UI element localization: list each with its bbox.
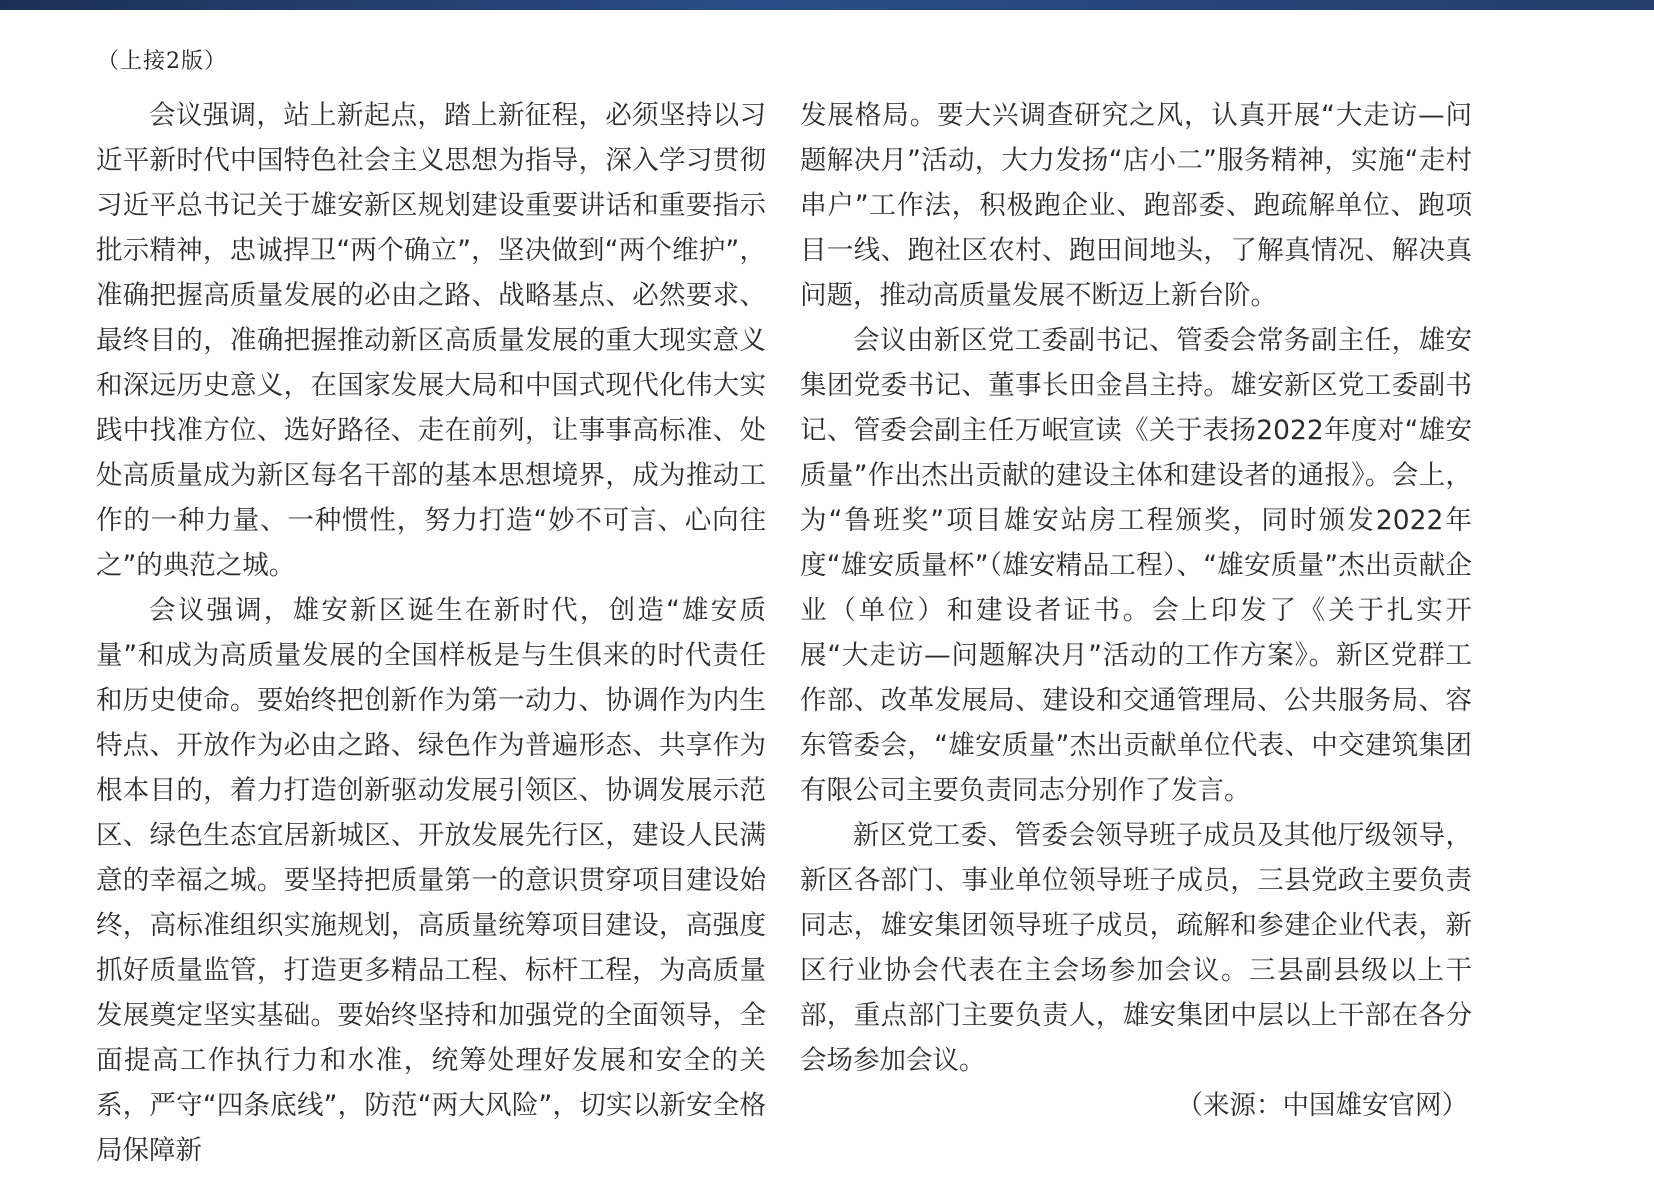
right-paragraph-2: 新区党工委、管委会领导班子成员及其他厅级领导，新区各部门、事业单位领导班子成员，三县党政主要负责同志，雄安集团领导班子成员，疏解和参建企业代表，新区行业协会代表在主会场参加会议。三县副县级以上干部，重点部门主要负责人，雄安集团中层以上干部在各分会场参加会议。 [800,820,1472,1076]
continued-from-page-label: （上接2版） [97,49,227,74]
source-attribution: （来源：中国雄安官网） [1176,1090,1468,1121]
right-paragraph-1: 会议由新区党工委副书记、管委会常务副主任，雄安集团党委书记、董事长田金昌主持。雄安新区党工委副书记、管委会副主任万岷宣读《关于表扬2022年度对“雄安质量”作出杰出贡献的建设主体和建设者的通报》。会上，为“鲁班奖”项目雄安站房工程颁奖，同时颁发2022年度“雄安质量杯”（雄安精品工程）、“雄安质量”杰出贡献企业（单位）和建设者证书。会上印发了《关于扎实开展“大走访—问题解决月”活动的工作方案》。新区党群工作部、改革发展局、建设和交通管理局、公共服务局、容东管委会，“雄安质量”杰出贡献单位代表、中交建筑集团有限公司主要负责同志分别作了发言。 [800,325,1472,806]
right-continuation-paragraph: 发展格局。要大兴调查研究之风，认真开展“大走访—问题解决月”活动，大力发扬“店小二”服务精神，实施“走村串户”工作法，积极跑企业、跑部委、跑疏解单位、跑项目一线、跑社区农村、跑田间地头，了解真情况、解决真问题，推动高质量发展不断迈上新台阶。 [800,100,1472,311]
left-paragraph-1: 会议强调，站上新起点，踏上新征程，必须坚持以习近平新时代中国特色社会主义思想为指导，深入学习贯彻习近平总书记关于雄安新区规划建设重要讲话和重要指示批示精神，忠诚捍卫“两个确立”，坚决做到“两个维护”，准确把握高质量发展的必由之路、战略基点、必然要求、最终目的，准确把握推动新区高质量发展的重大现实意义和深远历史意义，在国家发展大局和中国式现代化伟大实践中找准方位、选好路径、走在前列，让事事高标准、处处高质量成为新区每名干部的基本思想境界，成为推动工作的一种力量、一种惯性，努力打造“妙不可言、心向往之”的典范之城。 [96,100,766,581]
top-color-bar [0,0,1654,10]
left-text-column [96,93,766,1173]
right-text-column [800,93,1472,1128]
left-paragraph-2: 会议强调，雄安新区诞生在新时代，创造“雄安质量”和成为高质量发展的全国样板是与生俱来的时代责任和历史使命。要始终把创新作为第一动力、协调作为内生特点、开放作为必由之路、绿色作为普遍形态、共享作为根本目的，着力打造创新驱动发展引领区、协调发展示范区、绿色生态宜居新城区、开放发展先行区，建设人民满意的幸福之城。要坚持把质量第一的意识贯穿项目建设始终，高标准组织实施规划，高质量统筹项目建设，高强度抓好质量监管，打造更多精品工程、标杆工程，为高质量发展奠定坚实基础。要始终坚持和加强党的全面领导，全面提高工作执行力和水准，统筹处理好发展和安全的关系，严守“四条底线”，防范“两大风险”，切实以新安全格局保障新 [96,595,766,1166]
